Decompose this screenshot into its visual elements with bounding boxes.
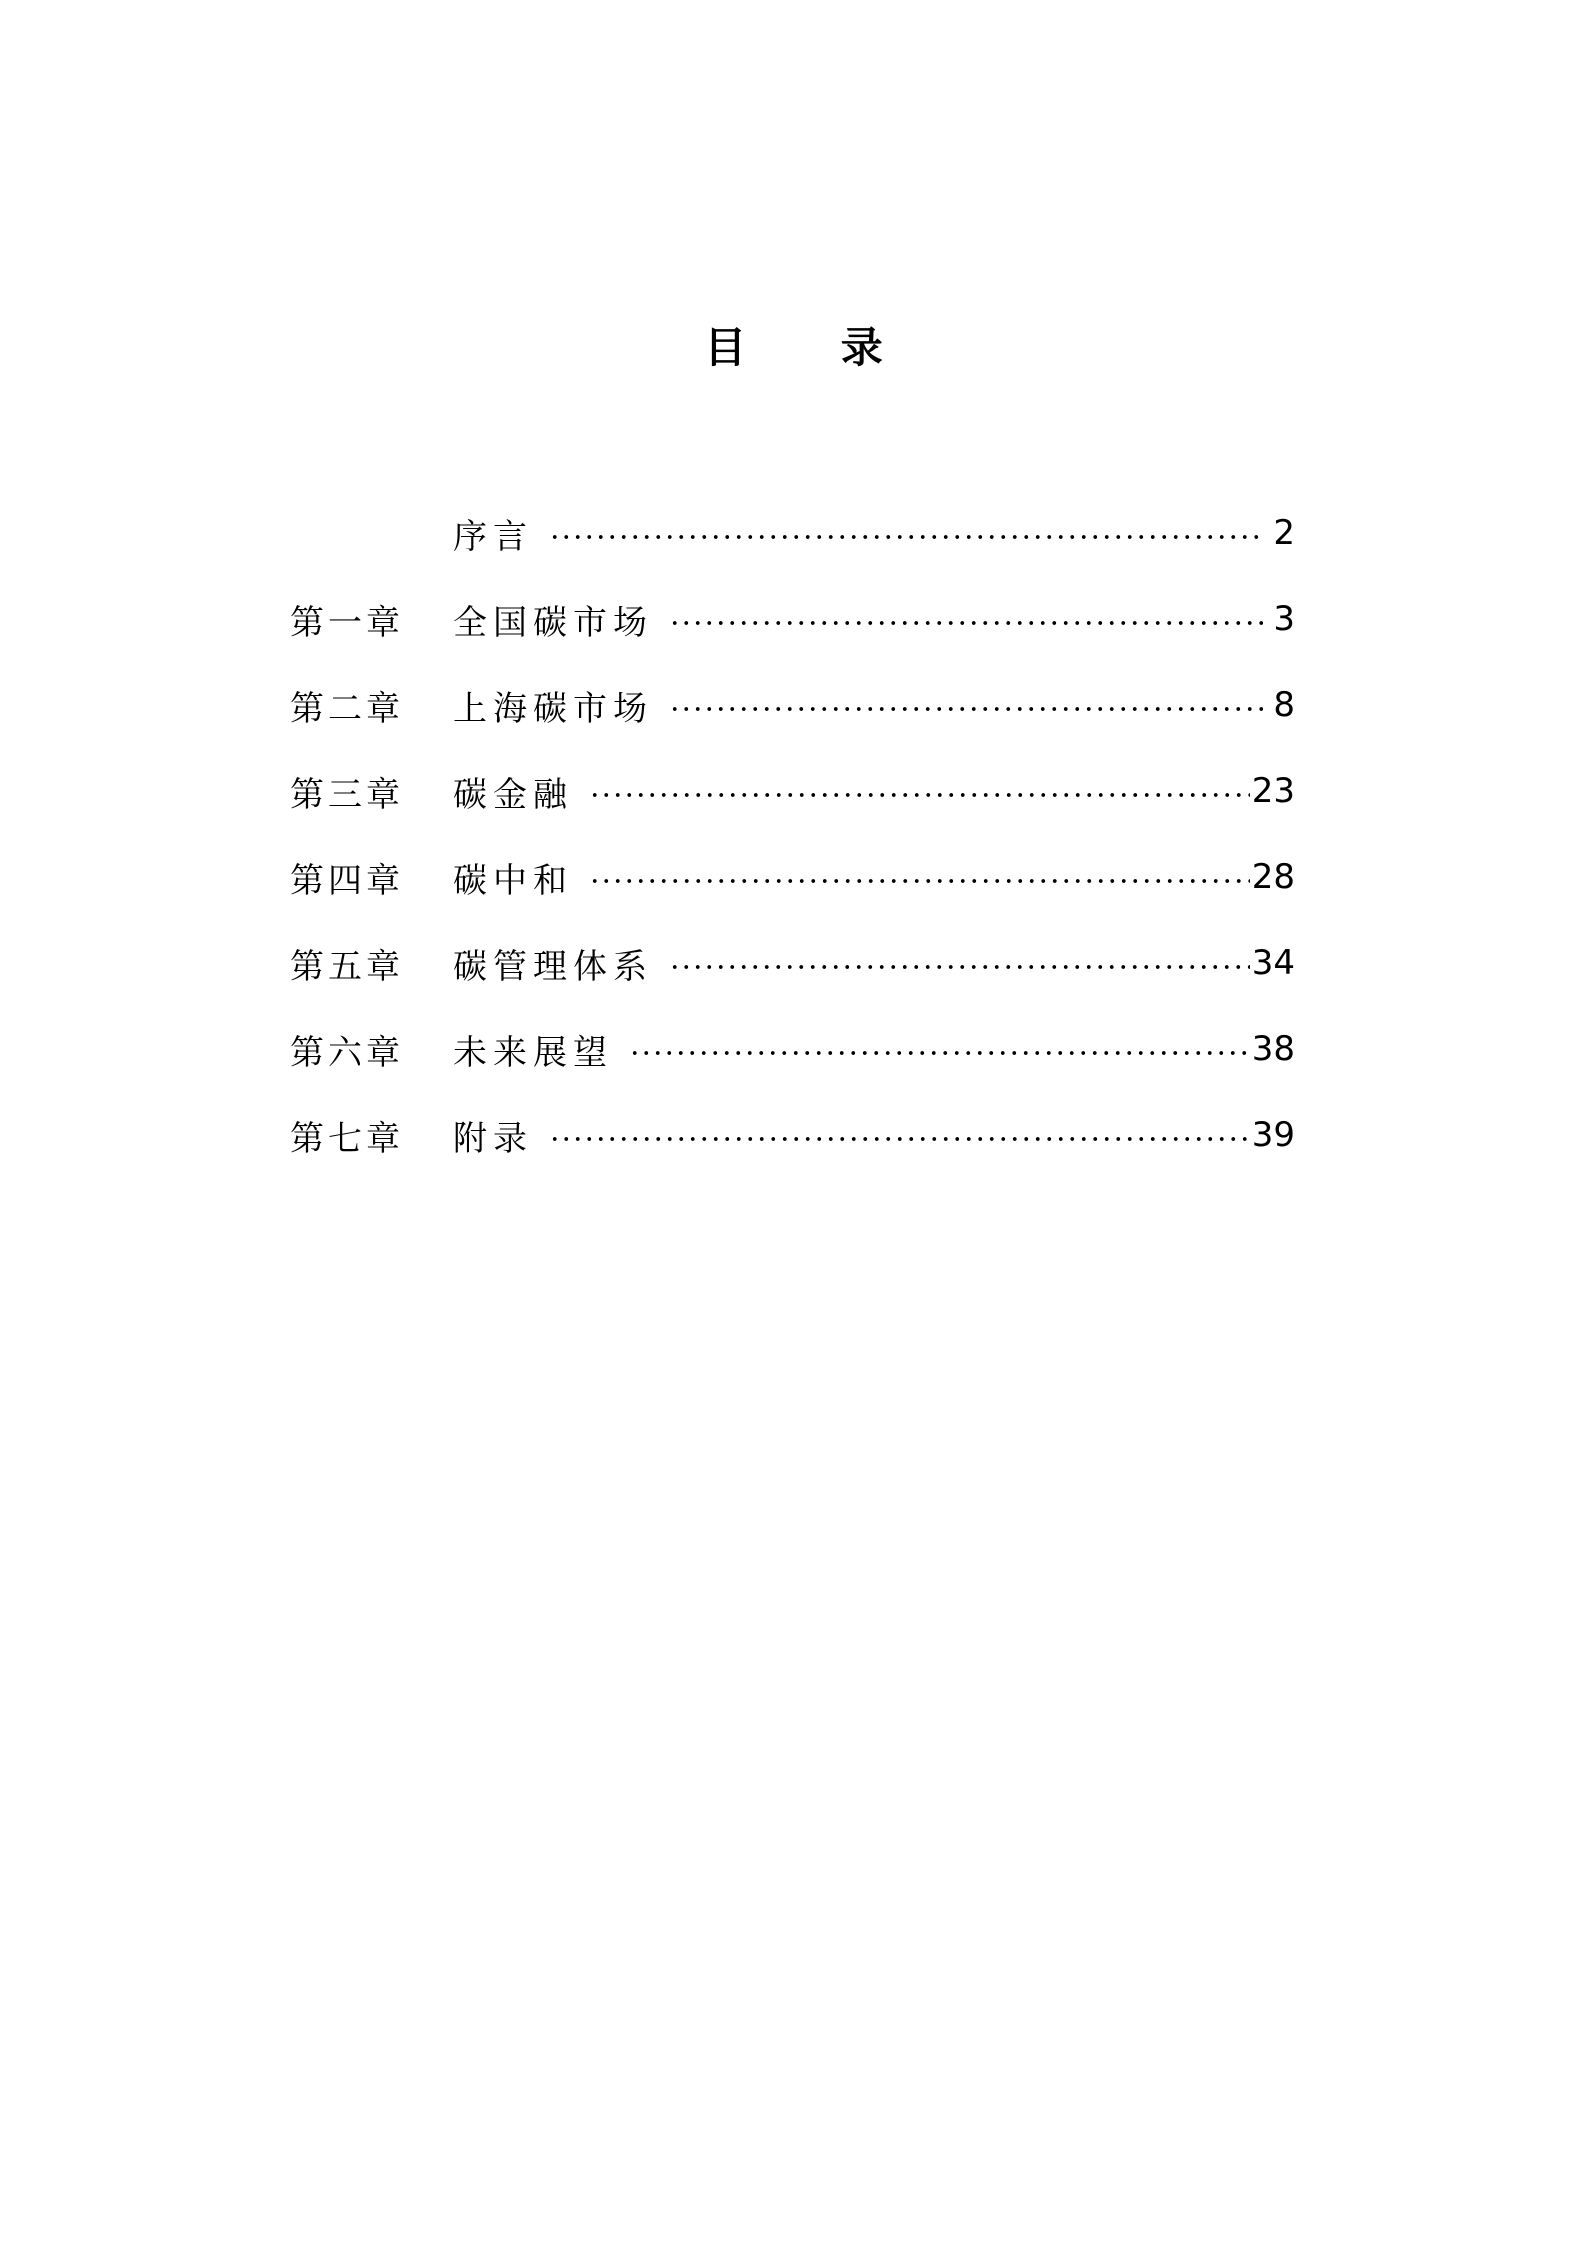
toc-entry-chapter-1[interactable] (290, 576, 1295, 662)
toc-section-title: 未来展望 (453, 1032, 613, 1073)
toc-page-number: 28 (1251, 857, 1295, 897)
toc-section-title: 碳管理体系 (453, 946, 653, 987)
toc-page-number: 34 (1251, 943, 1295, 983)
toc-section-title: 序言 (453, 516, 533, 557)
toc-dot-leader (669, 965, 1250, 969)
toc-page-number: 3 (1273, 599, 1295, 639)
toc-dot-leader (549, 535, 1263, 539)
toc-entry-chapter-7[interactable] (290, 1092, 1295, 1178)
toc-dot-leader (669, 621, 1263, 625)
toc-section-title: 上海碳市场 (453, 688, 653, 729)
toc-chapter-label: 第三章 (290, 774, 404, 815)
toc-section-title: 碳中和 (453, 860, 573, 901)
toc-page-number: 39 (1251, 1115, 1295, 1155)
toc-chapter-label: 第二章 (290, 688, 404, 729)
toc-entry-preface[interactable] (290, 490, 1295, 576)
toc-chapter-label: 第四章 (290, 860, 404, 901)
toc-chapter-label: 第一章 (290, 602, 404, 643)
toc-page-number: 38 (1251, 1029, 1295, 1069)
toc-entry-chapter-3[interactable] (290, 748, 1295, 834)
toc-section-title: 碳金融 (453, 774, 573, 815)
toc-entry-chapter-5[interactable] (290, 920, 1295, 1006)
toc-page-number: 23 (1251, 771, 1295, 811)
toc-page-number: 2 (1273, 513, 1295, 553)
toc-dot-leader (629, 1051, 1250, 1055)
toc-section-title: 附录 (453, 1118, 533, 1159)
toc-dot-leader (589, 879, 1250, 883)
toc-page-number: 8 (1273, 685, 1295, 725)
toc-list (290, 490, 1295, 1178)
toc-entry-chapter-6[interactable] (290, 1006, 1295, 1092)
toc-chapter-label: 第六章 (290, 1032, 404, 1073)
toc-dot-leader (669, 707, 1263, 711)
toc-entry-chapter-4[interactable] (290, 834, 1295, 920)
toc-entry-chapter-2[interactable] (290, 662, 1295, 748)
toc-dot-leader (589, 793, 1250, 797)
toc-chapter-label: 第五章 (290, 946, 404, 987)
toc-chapter-label: 第七章 (290, 1118, 404, 1159)
toc-section-title: 全国碳市场 (453, 602, 653, 643)
toc-title: 目 录 (704, 323, 923, 372)
toc-dot-leader (549, 1137, 1250, 1141)
